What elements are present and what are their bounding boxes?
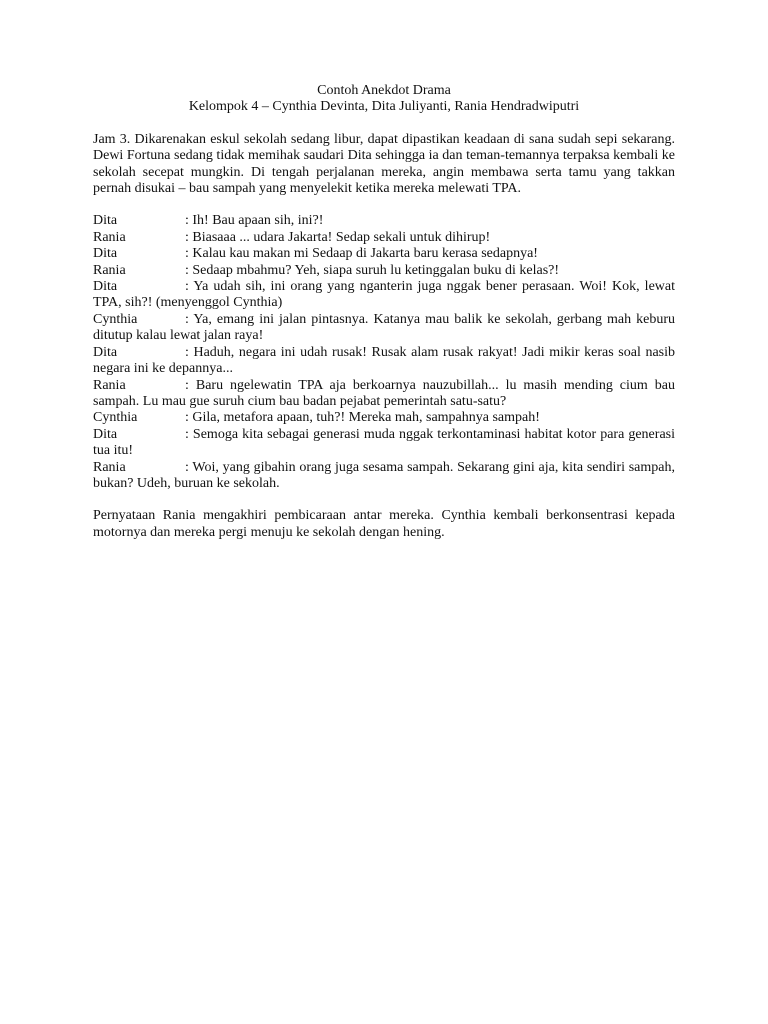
document-title: Contoh Anekdot Drama <box>317 83 451 98</box>
speaker-name: Dita <box>93 426 118 442</box>
dialogue-line <box>93 213 675 229</box>
speaker-name: Rania <box>93 229 126 245</box>
dialogue-text: : Sedaap mbahmu? Yeh, siapa suruh lu ketinggalan buku di kelas?! <box>185 262 560 278</box>
intro-paragraph: Jam 3. Dikarenakan eskul sekolah sedang libur, dapat dipastikan keadaan di sana sudah sepi sekarang. Dewi Fortuna sedang tidak memihak saudari Dita sehingga ia dan teman-temannya terpaksa kembali ke sekolah secepat mungkin. Di tengah perjalanan mereka, angin membawa serta tamu yang takkan pernah disukai – bau sampah yang menyelekit ketika mereka melewati TPA. <box>93 131 675 197</box>
speaker-name: Rania <box>93 459 126 475</box>
dialogue-text: : Woi, yang gibahin orang juga sesama sampah. Sekarang gini aja, kita sendiri sampah, bukan? Udeh, buruan ke sekolah. <box>93 459 675 491</box>
dialogue-line <box>93 410 675 426</box>
dialogue-line <box>93 263 675 279</box>
dialogue-line <box>93 460 675 493</box>
dialogue-line <box>93 246 675 262</box>
speaker-name: Dita <box>93 246 118 262</box>
dialogue-text: : Kalau kau makan mi Sedaap di Jakarta baru kerasa sedapnya! <box>185 246 538 262</box>
dialogue-text: : Ih! Bau apaan sih, ini?! <box>185 213 324 229</box>
dialogue-text: : Gila, metafora apaan, tuh?! Mereka mah, sampahnya sampah! <box>185 410 540 426</box>
dialogue-text: : Haduh, negara ini udah rusak! Rusak alam rusak rakyat! Jadi mikir keras soal nasib negara ini ke depannya... <box>93 344 675 377</box>
speaker-name: Dita <box>93 279 118 295</box>
dialogue-text: : Ya, emang ini jalan pintasnya. Katanya mau balik ke sekolah, gerbang mah keburu ditutup kalau lewat jalan raya! <box>93 311 675 344</box>
document-subtitle: Kelompok 4 – Cynthia Devinta, Dita Juliyanti, Rania Hendradwiputri <box>188 99 580 115</box>
document-content <box>93 83 675 557</box>
dialogue-line <box>93 427 675 460</box>
speaker-name: Rania <box>93 262 126 278</box>
dialogue-text: : Baru ngelewatin TPA aja berkoarnya nauzubillah... lu masih mending cium bau sampah. Lu mau gue suruh cium bau badan pejabat pemerintah satu-satu? <box>93 377 675 409</box>
dialogue-line <box>93 312 675 345</box>
dialogue-text: : Ya udah sih, ini orang yang nganterin juga nggak bener perasaan. Woi! Kok, lewat TPA, sih?! (menyenggol Cynthia) <box>93 279 675 311</box>
speaker-name: Cynthia <box>93 311 138 327</box>
closing-paragraph: Pernyataan Rania mengakhiri pembicaraan antar mereka. Cynthia kembali berkonsentrasi kepada motornya dan mereka pergi menuju ke sekolah dengan hening. <box>93 508 675 540</box>
speaker-name: Dita <box>93 213 118 229</box>
dialogue-line <box>93 378 675 411</box>
speaker-name: Cynthia <box>93 410 138 426</box>
speaker-name: Dita <box>93 344 118 360</box>
dialogue-text: : Biasaaa ... udara Jakarta! Sedap sekali untuk dihirup! <box>185 229 491 245</box>
dialogue-line <box>93 345 675 378</box>
speaker-name: Rania <box>93 377 126 393</box>
dialogue-line <box>93 230 675 246</box>
dialogue-text: : Semoga kita sebagai generasi muda nggak terkontaminasi habitat kotor para generasi tua itu! <box>93 426 675 459</box>
dialogue-block <box>93 213 675 492</box>
dialogue-line <box>93 279 675 312</box>
title-block <box>93 83 675 116</box>
